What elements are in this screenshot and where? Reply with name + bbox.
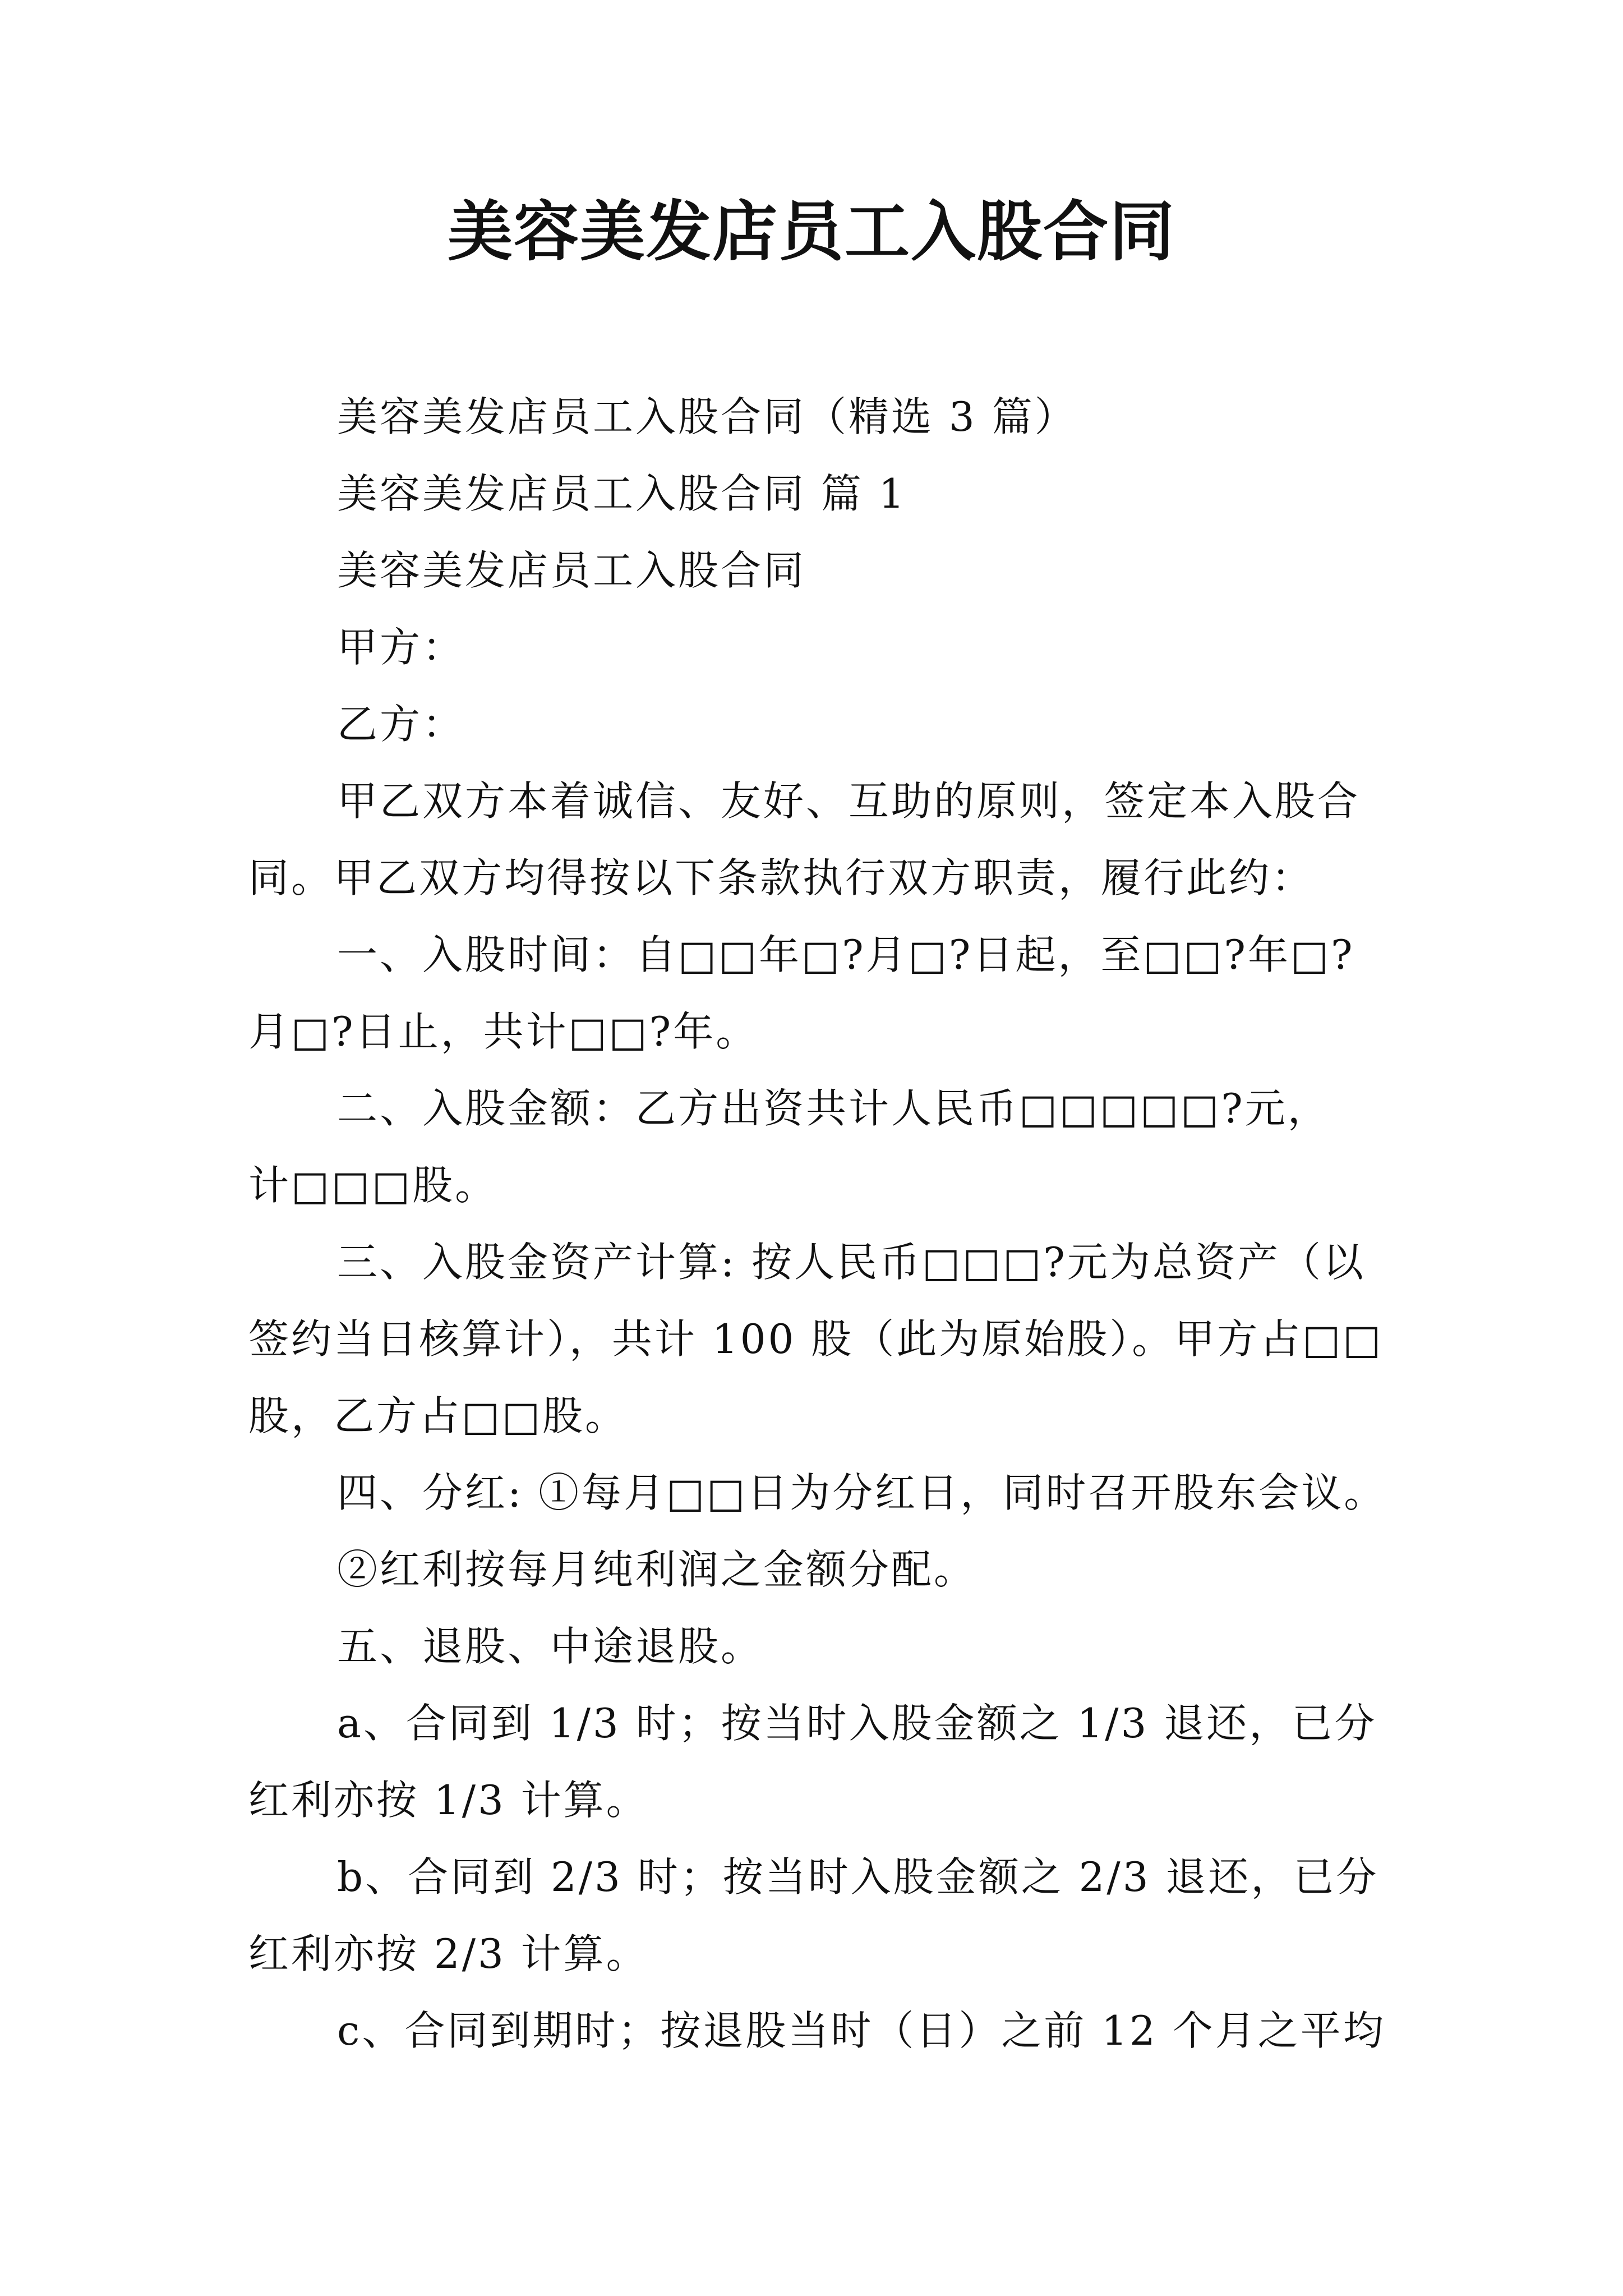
contract-name: 美容美发店员工入股合同 (337, 547, 806, 594)
clause-3-line: 三、入股金资产计算: 按人民币□□□?元为总资产（以 (337, 1239, 1366, 1286)
paragraph-line: 同。甲乙双方均得按以下条款执行双方职责，履行此约： (248, 854, 1315, 901)
subtitle-line: 美容美发店员工入股合同（精选 3 篇） (337, 393, 1077, 440)
clause-4-line: ②红利按每月纯利润之金额分配。 (337, 1546, 977, 1593)
paragraph-line: 甲乙双方本着诚信、友好、互助的原则，签定本入股合 (337, 777, 1361, 825)
clause-2-line: 计□□□股。 (248, 1162, 498, 1209)
clause-5a-line: a、合同到 1/3 时；按当时入股金额之 1/3 退还，已分 (337, 1700, 1377, 1747)
clause-5b-line: 红利亦按 2/3 计算。 (248, 1930, 649, 1977)
clause-5b-line: b、合同到 2/3 时；按当时入股金额之 2/3 退还，已分 (337, 1853, 1379, 1901)
section-heading: 美容美发店员工入股合同 篇 1 (337, 470, 907, 517)
clause-1-line: 一、入股时间：自□□年□?月□?日起，至□□?年□? (337, 931, 1355, 978)
clause-4-line: 四、分红: ①每月□□日为分红日，同时召开股东会议。 (337, 1469, 1387, 1516)
clause-5c-line: c、合同到期时；按退股当时（日）之前 12 个月之平均 (337, 2007, 1386, 2054)
party-a-label: 甲方： (337, 624, 465, 671)
clause-3-line: 签约当日核算计），共计 100 股（此为原始股）。甲方占□□ (248, 1315, 1384, 1363)
clause-5-heading: 五、退股、中途退股。 (337, 1623, 764, 1670)
document-body (248, 379, 1393, 2069)
clause-3-line: 股，乙方占□□股。 (248, 1392, 628, 1439)
clause-1-line: 月□?日止，共计□□?年。 (248, 1008, 759, 1055)
clause-5a-line: 红利亦按 1/3 计算。 (248, 1777, 649, 1824)
document-title: 美容美发店员工入股合同 (448, 194, 1175, 270)
party-b-label: 乙方： (337, 701, 465, 748)
clause-2-line: 二、入股金额：乙方出资共计人民币□□□□□?元， (337, 1085, 1330, 1132)
